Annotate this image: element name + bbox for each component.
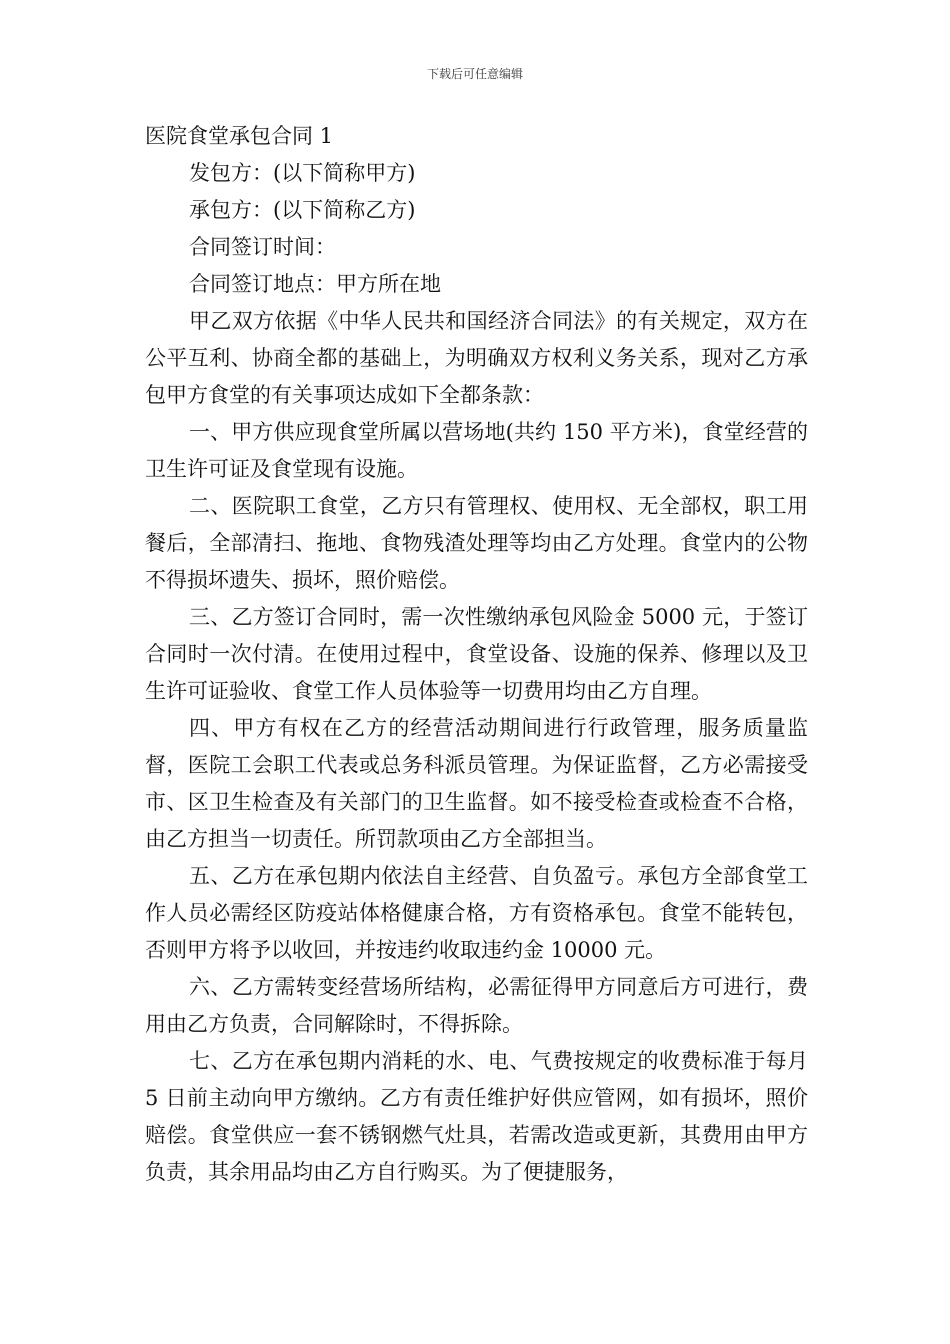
signing-time-line: 合同签订时间： xyxy=(189,235,336,259)
clause-5: 五、乙方在承包期内依法自主经营、自负盈亏。承包方全部食堂工作人员必需经区防疫站体格健康合格，方有资格承包。食堂不能转包，否则甲方将予以收回，并按违约收取违约金 10000 元。 xyxy=(145,864,808,962)
clause-3: 三、乙方签订合同时，需一次性缴纳承包风险金 5000 元，于签订合同时一次付清。在使用过程中，食堂设备、设施的保养、修理以及卫生许可证验收、食堂工作人员体验等一切费用均由乙方自理。 xyxy=(145,605,808,703)
party-a-line: 发包方：(以下简称甲方) xyxy=(189,161,416,185)
document-title: 医院食堂承包合同 1 xyxy=(145,124,334,148)
clause-4: 四、甲方有权在乙方的经营活动期间进行行政管理，服务质量监督，医院工会职工代表或总务科派员管理。为保证监督，乙方必需接受市、区卫生检查及有关部门的卫生监督。如不接受检查或检查不合格，由乙方担当一切责任。所罚款项由乙方全部担当。 xyxy=(145,716,808,851)
clause-1: 一、甲方供应现食堂所属以营场地(共约 150 平方米)，食堂经营的卫生许可证及食堂现有设施。 xyxy=(145,420,808,481)
document-body xyxy=(145,118,808,1191)
clause-6: 六、乙方需转变经营场所结构，必需征得甲方同意后方可进行，费用由乙方负责，合同解除时，不得拆除。 xyxy=(145,975,808,1036)
clause-7: 七、乙方在承包期内消耗的水、电、气费按规定的收费标准于每月 5 日前主动向甲方缴纳。乙方有责任维护好供应管网，如有损坏，照价赔偿。食堂供应一套不锈钢燃气灶具，若需改造或更新，其费用由甲方负责，其余用品均由乙方自行购买。为了便捷服务， xyxy=(145,1049,808,1184)
signing-place-line: 合同签订地点：甲方所在地 xyxy=(189,272,441,296)
paragraph-intro: 甲乙双方依据《中华人民共和国经济合同法》的有关规定，双方在公平互利、协商全都的基础上，为明确双方权利义务关系，现对乙方承包甲方食堂的有关事项达成如下全都条款： xyxy=(145,309,808,407)
party-b-line: 承包方：(以下简称乙方) xyxy=(189,198,416,222)
clause-2: 二、医院职工食堂，乙方只有管理权、使用权、无全部权，职工用餐后，全部清扫、拖地、食物残渣处理等均由乙方处理。食堂内的公物不得损坏遗失、损坏，照价赔偿。 xyxy=(145,494,808,592)
page-header: 下载后可任意编辑 xyxy=(426,67,523,81)
